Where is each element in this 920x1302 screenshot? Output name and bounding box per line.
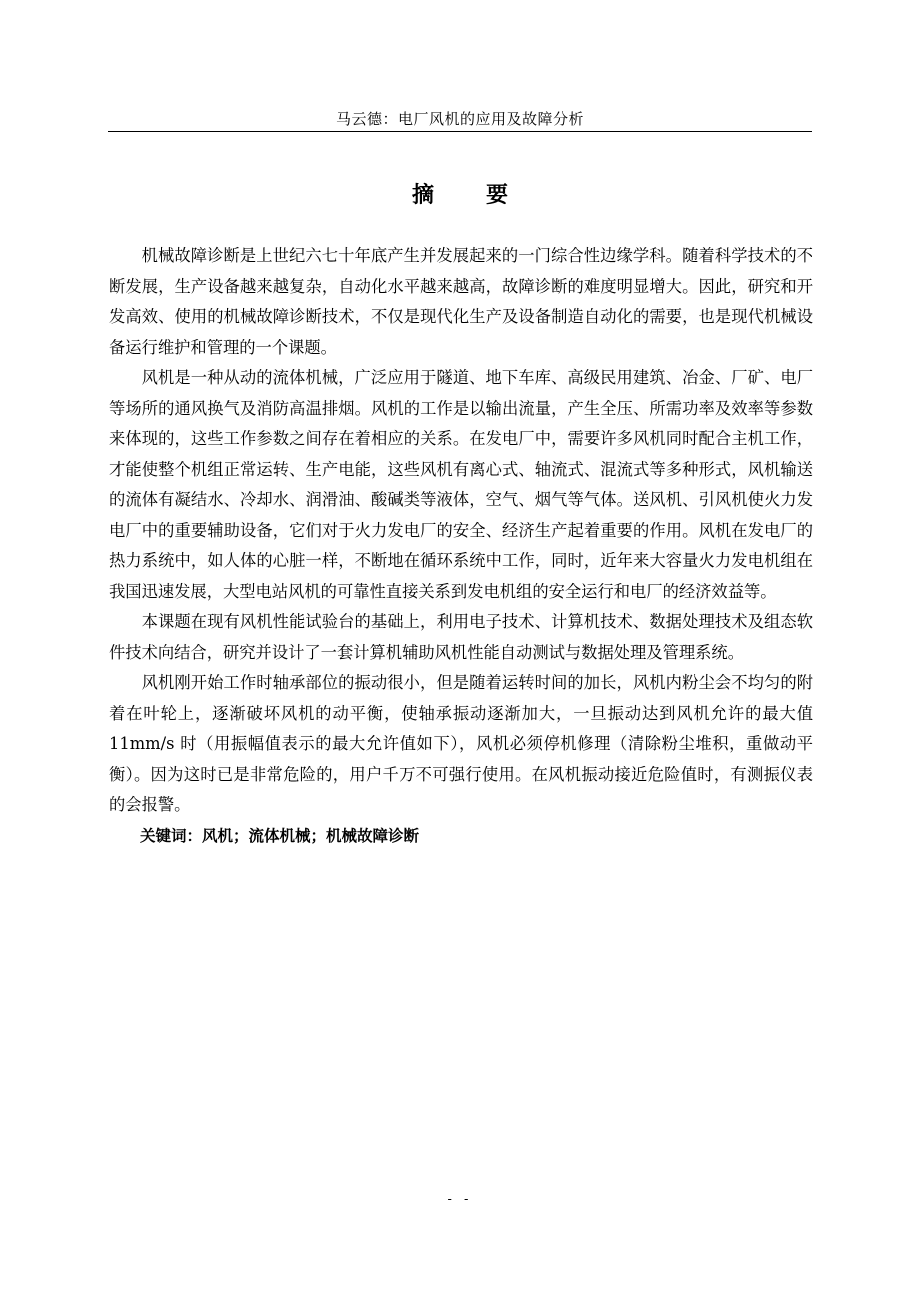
header-divider [108,131,812,132]
running-header: 马云德：电厂风机的应用及故障分析 [335,110,584,128]
page-number: - - [447,1192,473,1207]
abstract-paragraph-2: 风机是一种从动的流体机械，广泛应用于隧道、地下车库、高级民用建筑、冶金、厂矿、电厂等场所的通风换气及消防高温排烟。风机的工作是以输出流量，产生全压、所需功率及效率等参数来体现的，这些工作参数之间存在着相应的关系。在发电厂中，需要许多风机同时配合主机工作，才能使整个机组正常运转、生产电能，这些风机有离心式、轴流式、混流式等多种形式，风机输送的流体有凝结水、冷却水、润滑油、酸碱类等液体，空气、烟气等气体。送风机、引风机使火力发电厂中的重要辅助设备，它们对于火力发电厂的安全、经济生产起着重要的作用。风机在发电厂的热力系统中，如人体的心脏一样，不断地在循环系统中工作，同时，近年来大容量火力发电机组在我国迅速发展，大型电站风机的可靠性直接关系到发电机组的安全运行和电厂的经济效益等。 [109,368,813,601]
abstract-paragraph-1: 机械故障诊断是上世纪六七十年底产生并发展起来的一门综合性边缘学科。随着科学技术的不断发展，生产设备越来越复杂，自动化水平越来越高，故障诊断的难度明显增大。因此，研究和开发高效、使用的机械故障诊断技术，不仅是现代化生产及设备制造自动化的需要，也是现代机械设备运行维护和管理的一个课题。 [109,246,813,357]
abstract-title-char-2: 要 [486,183,509,208]
keywords-line: 关键词：风机；流体机械；机械故障诊断 [140,826,420,845]
abstract-paragraph-3: 本课题在现有风机性能试验台的基础上，利用电子技术、计算机技术、数据处理技术及组态软件技术向结合，研究并设计了一套计算机辅助风机性能自动测试与数据处理及管理系统。 [109,612,813,662]
abstract-body [109,241,813,851]
abstract-title [108,181,812,211]
abstract-title-char-1: 摘 [411,183,434,208]
abstract-paragraph-4: 风机刚开始工作时轴承部位的振动很小，但是随着运转时间的加长，风机内粉尘会不均匀的附着在叶轮上，逐渐破坏风机的动平衡，使轴承振动逐渐加大，一旦振动达到风机允许的最大值 11mm/s 时（用振幅值表示的最大允许值如下），风机必须停机修理（清除粉尘堆积，重做动平衡）。因为这时已是非常危险的，用户千万不可强行使用。在风机振动接近危险值时，有测振仪表的会报警。 [109,673,813,814]
